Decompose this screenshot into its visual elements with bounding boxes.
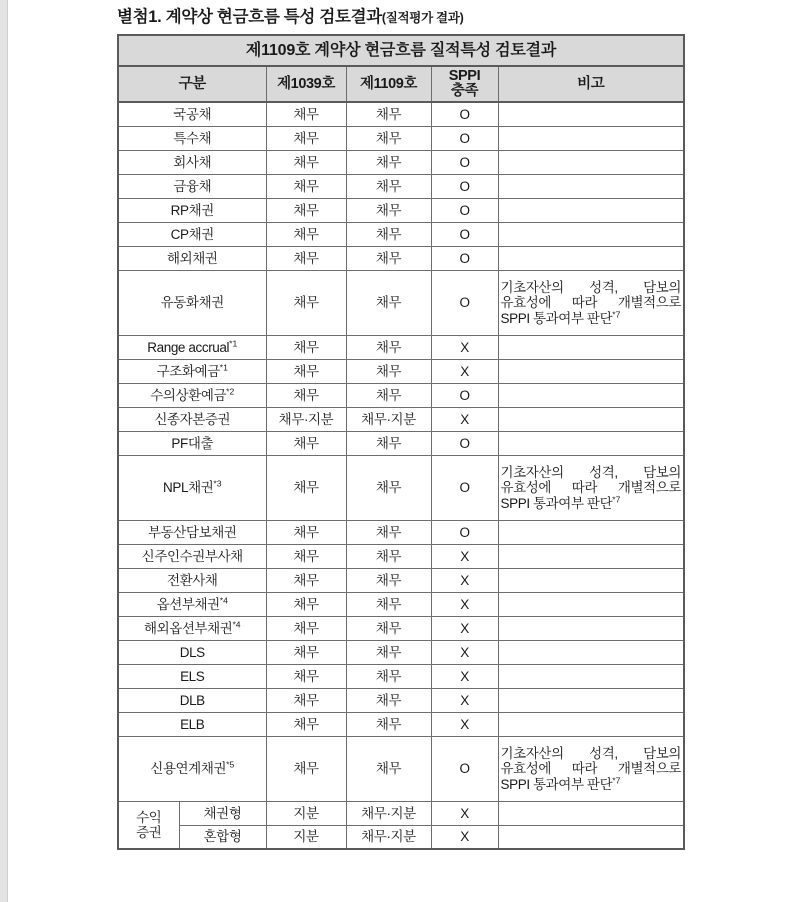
cashflow-characteristics-table	[117, 34, 685, 850]
remark-cell-empty	[498, 592, 684, 616]
row-category-label: DLB	[118, 688, 266, 712]
page-title-main: 별첨1. 계약상 현금흐름 특성 검토결과	[117, 8, 382, 26]
remark-cell-empty	[498, 688, 684, 712]
table-header-row	[118, 66, 684, 102]
row-value-std-1039: 채무	[266, 736, 346, 801]
remark-cell-empty	[498, 383, 684, 407]
row-value-sppi: O	[431, 222, 498, 246]
table-row	[118, 270, 684, 335]
row-value-sppi: O	[431, 102, 498, 126]
row-value-std-1039: 지분	[266, 825, 346, 849]
row-value-std-1039: 채무	[266, 712, 346, 736]
table-row	[118, 592, 684, 616]
page-edge-strip	[0, 0, 8, 902]
row-value-sppi: O	[431, 270, 498, 335]
remark-line: 유효성에 따라 개별적으로	[500, 295, 682, 311]
row-value-std-1039: 채무	[266, 246, 346, 270]
row-category-label: 특수채	[118, 126, 266, 150]
row-category-label: 수의상환예금$^{*2}$	[118, 383, 266, 407]
table-row	[118, 520, 684, 544]
row-category-label: 구조화예금$^{*1}$	[118, 359, 266, 383]
row-value-std-1109: 채무	[346, 102, 431, 126]
row-value-std-1039: 채무	[266, 520, 346, 544]
remark-cell-empty	[498, 640, 684, 664]
row-value-std-1109: 채무	[346, 359, 431, 383]
row-value-sppi: O	[431, 383, 498, 407]
remark-cell-empty	[498, 126, 684, 150]
table-row	[118, 568, 684, 592]
row-value-sppi: O	[431, 198, 498, 222]
row-value-std-1039: 채무	[266, 150, 346, 174]
row-category-label: NPL채권$^{*3}$	[118, 455, 266, 520]
row-value-sppi: X	[431, 568, 498, 592]
row-value-std-1039: 채무	[266, 359, 346, 383]
row-category-label: 금융채	[118, 174, 266, 198]
remark-line: 기초자산의 성격, 담보의	[500, 279, 682, 295]
page-title	[117, 7, 683, 28]
remark-line: 기초자산의 성격, 담보의	[500, 745, 682, 761]
table-row	[118, 801, 684, 825]
remark-footnote-marker: *7	[612, 309, 621, 320]
page-title-sub: (질적평가 결과)	[381, 11, 464, 25]
remark-cell-empty	[498, 222, 684, 246]
table-row	[118, 688, 684, 712]
row-value-sppi: X	[431, 825, 498, 849]
row-value-sppi: O	[431, 150, 498, 174]
row-value-std-1109: 채무	[346, 712, 431, 736]
row-value-sppi: X	[431, 335, 498, 359]
document-page	[117, 0, 683, 850]
footnote-marker: *4	[232, 619, 241, 630]
column-header-sppi-line2: 충족	[450, 83, 479, 100]
row-value-std-1109: 채무	[346, 335, 431, 359]
row-value-std-1109: 채무·지분	[346, 801, 431, 825]
row-value-std-1109: 채무	[346, 150, 431, 174]
row-category-label: Range accrual$^{*1}$	[118, 335, 266, 359]
footnote-marker: *2	[226, 386, 235, 397]
row-value-std-1109: 채무	[346, 270, 431, 335]
remark-cell-empty	[498, 664, 684, 688]
row-value-sppi: X	[431, 664, 498, 688]
row-value-std-1039: 채무	[266, 270, 346, 335]
row-category-label: 해외옵션부채권$^{*4}$	[118, 616, 266, 640]
row-value-sppi: X	[431, 544, 498, 568]
table-row	[118, 246, 684, 270]
row-value-sppi: X	[431, 712, 498, 736]
row-value-std-1109: 채무	[346, 126, 431, 150]
row-value-std-1039: 채무	[266, 688, 346, 712]
remark-cell-empty	[498, 712, 684, 736]
remark-cell-empty	[498, 150, 684, 174]
row-value-std-1109: 채무	[346, 736, 431, 801]
remark-cell-empty	[498, 407, 684, 431]
row-category-label: RP채권	[118, 198, 266, 222]
remark-line: SPPI 통과여부 판단$^{*7}$	[500, 309, 621, 326]
table-caption: 제1109호 계약상 현금흐름 질적특성 검토결과	[118, 35, 684, 66]
table-row	[118, 431, 684, 455]
remark-footnote-marker: *7	[612, 494, 621, 505]
row-value-std-1109: 채무	[346, 568, 431, 592]
row-value-std-1039: 채무	[266, 102, 346, 126]
column-header-std-1039: 제1039호	[266, 66, 346, 102]
row-value-sppi: O	[431, 126, 498, 150]
row-value-std-1039: 채무	[266, 222, 346, 246]
row-value-std-1039: 채무	[266, 383, 346, 407]
row-category-label: CP채권	[118, 222, 266, 246]
table-row	[118, 126, 684, 150]
row-value-sppi: X	[431, 688, 498, 712]
footnote-marker: *5	[226, 759, 235, 770]
remark-cell-empty	[498, 801, 684, 825]
row-value-std-1039: 채무	[266, 335, 346, 359]
row-category-label: 옵션부채권$^{*4}$	[118, 592, 266, 616]
table-row	[118, 383, 684, 407]
row-value-std-1039: 채무	[266, 616, 346, 640]
remark-line: SPPI 통과여부 판단$^{*7}$	[500, 775, 621, 792]
remark-cell-empty	[498, 359, 684, 383]
row-category-label: ELS	[118, 664, 266, 688]
remark-cell-empty	[498, 246, 684, 270]
row-subcategory-label: 채권형	[179, 801, 266, 825]
row-value-std-1109: 채무	[346, 544, 431, 568]
table-row	[118, 102, 684, 126]
row-category-label: 해외채권	[118, 246, 266, 270]
row-category-label: 유동화채권	[118, 270, 266, 335]
row-value-std-1109: 채무	[346, 640, 431, 664]
table-row	[118, 640, 684, 664]
row-value-std-1109: 채무	[346, 455, 431, 520]
remark-line: 유효성에 따라 개별적으로	[500, 480, 682, 496]
remark-cell-empty	[498, 520, 684, 544]
remark-cell-empty	[498, 198, 684, 222]
row-value-sppi: O	[431, 174, 498, 198]
remark-line: SPPI 통과여부 판단$^{*7}$	[500, 494, 621, 511]
remark-line: 유효성에 따라 개별적으로	[500, 761, 682, 777]
row-value-std-1109: 채무	[346, 616, 431, 640]
row-value-sppi: X	[431, 407, 498, 431]
row-value-std-1109: 채무	[346, 664, 431, 688]
row-group-label-line2: 증권	[136, 825, 162, 841]
row-value-std-1109: 채무	[346, 383, 431, 407]
row-group-label-line1: 수익	[136, 809, 162, 825]
table-row	[118, 174, 684, 198]
row-value-std-1109: 채무	[346, 222, 431, 246]
footnote-marker: *1	[219, 362, 228, 373]
table-row	[118, 359, 684, 383]
table-row	[118, 736, 684, 801]
row-value-std-1109: 채무	[346, 246, 431, 270]
table-body	[118, 102, 684, 849]
row-value-std-1039: 채무	[266, 664, 346, 688]
row-value-sppi: O	[431, 246, 498, 270]
row-value-std-1039: 지분	[266, 801, 346, 825]
row-value-std-1109: 채무	[346, 520, 431, 544]
row-value-std-1109: 채무	[346, 174, 431, 198]
row-category-label: 국공채	[118, 102, 266, 126]
row-value-sppi: X	[431, 640, 498, 664]
column-header-category: 구분	[118, 66, 266, 102]
row-subcategory-label: 혼합형	[179, 825, 266, 849]
row-value-sppi: X	[431, 592, 498, 616]
row-value-std-1039: 채무·지분	[266, 407, 346, 431]
row-value-sppi: O	[431, 736, 498, 801]
row-category-label: DLS	[118, 640, 266, 664]
table-row	[118, 664, 684, 688]
row-value-std-1039: 채무	[266, 198, 346, 222]
remark-cell	[498, 455, 684, 520]
remark-cell-empty	[498, 431, 684, 455]
row-value-std-1109: 채무·지분	[346, 407, 431, 431]
remark-cell	[498, 736, 684, 801]
table-row	[118, 222, 684, 246]
row-value-std-1109: 채무	[346, 592, 431, 616]
table-row	[118, 712, 684, 736]
row-value-std-1039: 채무	[266, 174, 346, 198]
row-value-std-1039: 채무	[266, 431, 346, 455]
column-header-remark: 비고	[498, 66, 684, 102]
row-value-std-1039: 채무	[266, 126, 346, 150]
remark-cell-empty	[498, 335, 684, 359]
table-caption-row	[118, 35, 684, 66]
row-value-std-1039: 채무	[266, 544, 346, 568]
table-row	[118, 150, 684, 174]
row-value-sppi: X	[431, 616, 498, 640]
row-category-label: ELB	[118, 712, 266, 736]
column-header-std-1109: 제1109호	[346, 66, 431, 102]
row-value-sppi: O	[431, 431, 498, 455]
row-category-label: 신용연계채권$^{*5}$	[118, 736, 266, 801]
column-header-sppi	[431, 66, 498, 102]
row-category-label: 신종자본증권	[118, 407, 266, 431]
row-value-sppi: O	[431, 520, 498, 544]
remark-cell-empty	[498, 544, 684, 568]
remark-cell-empty	[498, 102, 684, 126]
table-row	[118, 544, 684, 568]
table-row	[118, 455, 684, 520]
footnote-marker: *3	[213, 478, 222, 489]
row-value-std-1109: 채무	[346, 431, 431, 455]
remark-cell-empty	[498, 825, 684, 849]
row-value-std-1109: 채무·지분	[346, 825, 431, 849]
column-header-sppi-line1: SPPI	[448, 67, 481, 84]
row-category-label: 부동산담보채권	[118, 520, 266, 544]
row-category-label: 회사채	[118, 150, 266, 174]
row-group-label	[118, 801, 179, 849]
row-category-label: 전환사채	[118, 568, 266, 592]
row-value-sppi: X	[431, 359, 498, 383]
row-value-std-1039: 채무	[266, 640, 346, 664]
row-value-std-1109: 채무	[346, 198, 431, 222]
remark-cell-empty	[498, 174, 684, 198]
row-value-std-1109: 채무	[346, 688, 431, 712]
remark-footnote-marker: *7	[612, 775, 621, 786]
footnote-marker: *4	[219, 595, 228, 606]
row-value-std-1039: 채무	[266, 568, 346, 592]
table-row	[118, 335, 684, 359]
row-value-std-1039: 채무	[266, 592, 346, 616]
table-row	[118, 825, 684, 849]
row-category-label: 신주인수권부사채	[118, 544, 266, 568]
table-row	[118, 616, 684, 640]
table-row	[118, 407, 684, 431]
remark-cell	[498, 270, 684, 335]
footnote-marker: *1	[229, 338, 238, 349]
remark-cell-empty	[498, 616, 684, 640]
table-row	[118, 198, 684, 222]
row-value-std-1039: 채무	[266, 455, 346, 520]
remark-cell-empty	[498, 568, 684, 592]
row-value-sppi: O	[431, 455, 498, 520]
row-category-label: PF대출	[118, 431, 266, 455]
remark-line: 기초자산의 성격, 담보의	[500, 464, 682, 480]
row-value-sppi: X	[431, 801, 498, 825]
